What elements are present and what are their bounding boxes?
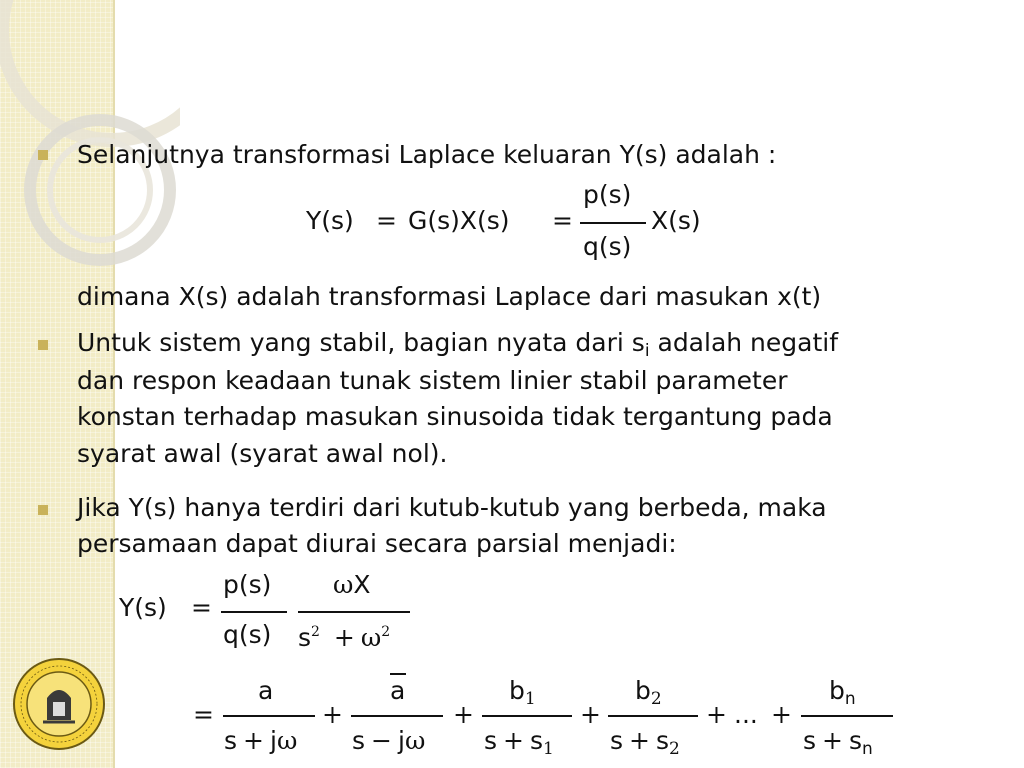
s-symbol: s bbox=[803, 726, 817, 755]
eq2-fraction-bar-1 bbox=[221, 611, 287, 613]
s-symbol: s bbox=[352, 726, 366, 755]
eq3-plus-3: + bbox=[580, 700, 601, 729]
bullet-marker bbox=[38, 340, 48, 350]
eq1-middle: G(s)X(s) bbox=[408, 206, 510, 235]
bullet2-line1-sub: i bbox=[644, 341, 650, 361]
bullet2-line4: syarat awal (syarat awal nol). bbox=[77, 439, 448, 468]
s-symbol: s bbox=[610, 726, 624, 755]
power-2: 2 bbox=[311, 624, 320, 640]
eq2-num1: p(s) bbox=[223, 570, 272, 599]
b-symbol: b bbox=[509, 676, 525, 705]
eq1-numerator: p(s) bbox=[583, 180, 632, 209]
eq3-equals: = bbox=[193, 700, 214, 729]
eq3-term5-den bbox=[803, 726, 873, 759]
eq3-fraction-bar-1 bbox=[223, 715, 315, 717]
subscript: 1 bbox=[524, 689, 536, 709]
j-symbol: j bbox=[269, 726, 277, 755]
omega-symbol: ω bbox=[333, 570, 354, 599]
eq2-den2 bbox=[298, 623, 390, 652]
s-symbol: s bbox=[848, 726, 863, 755]
eq3-fraction-bar-5 bbox=[801, 715, 893, 717]
omega-symbol: ω bbox=[404, 726, 426, 755]
eq3-plus-4: + bbox=[706, 700, 727, 729]
eq3-term2-den bbox=[352, 726, 425, 755]
bullet-marker bbox=[38, 505, 48, 515]
eq1-equals-2: = bbox=[552, 206, 573, 235]
bullet1-note: dimana X(s) adalah transformasi Laplace dari masukan x(t) bbox=[77, 282, 822, 311]
b-symbol: b bbox=[635, 676, 651, 705]
eq3-term4-num bbox=[635, 676, 662, 709]
bullet2-line2: dan respon keadaan tunak sistem linier stabil parameter bbox=[77, 366, 788, 395]
bullet2-line3: konstan terhadap masukan sinusoida tidak tergantung pada bbox=[77, 402, 833, 431]
bullet2-line1-pre: Untuk sistem yang stabil, bagian nyata dari s bbox=[77, 328, 645, 357]
omega-symbol: ω bbox=[276, 726, 298, 755]
eq2-lhs: Y(s) bbox=[119, 593, 167, 622]
s-symbol: s bbox=[298, 623, 312, 652]
eq1-lhs: Y(s) bbox=[306, 206, 354, 235]
eq3-fraction-bar-4 bbox=[608, 715, 698, 717]
eq1-denominator: q(s) bbox=[583, 232, 632, 261]
subscript: 2 bbox=[669, 739, 680, 759]
s-symbol: s bbox=[529, 726, 544, 755]
eq1-rhs: X(s) bbox=[651, 206, 701, 235]
bullet3-line1: Jika Y(s) hanya terdiri dari kutub-kutub yang berbeda, maka bbox=[77, 493, 827, 522]
eq3-term4-den bbox=[610, 726, 680, 759]
minus-symbol: − bbox=[371, 726, 392, 755]
bullet-marker bbox=[38, 150, 48, 160]
university-seal-logo-icon bbox=[13, 658, 105, 750]
subscript: 1 bbox=[543, 739, 554, 759]
eq3-term1-den bbox=[224, 726, 297, 755]
eq3-term3-num bbox=[509, 676, 536, 709]
plus-symbol: + bbox=[333, 623, 355, 652]
eq2-fraction-bar-2 bbox=[298, 611, 410, 613]
b-symbol: b bbox=[829, 676, 845, 705]
eq2-num2 bbox=[333, 570, 371, 599]
subscript: n bbox=[862, 739, 873, 759]
eq2-den1: q(s) bbox=[223, 620, 272, 649]
s-symbol: s bbox=[224, 726, 238, 755]
eq1-equals: = bbox=[376, 206, 397, 235]
eq3-term3-den bbox=[484, 726, 554, 759]
plus-symbol: + bbox=[503, 726, 524, 755]
s-symbol: s bbox=[484, 726, 498, 755]
eq3-plus-2: + bbox=[453, 700, 474, 729]
plus-symbol: + bbox=[822, 726, 843, 755]
eq1-fraction-bar bbox=[580, 222, 646, 224]
subscript: 2 bbox=[650, 689, 662, 709]
eq3-term2-num: a bbox=[390, 676, 406, 705]
plus-symbol: + bbox=[243, 726, 264, 755]
eq3-plus-5: + bbox=[771, 700, 792, 729]
bullet3-line2: persamaan dapat diurai secara parsial menjadi: bbox=[77, 529, 677, 558]
j-symbol: j bbox=[397, 726, 405, 755]
bullet1-text: Selanjutnya transformasi Laplace keluaran Y(s) adalah : bbox=[77, 140, 777, 169]
eq2-equals: = bbox=[191, 593, 212, 622]
eq3-fraction-bar-3 bbox=[482, 715, 572, 717]
plus-symbol: + bbox=[629, 726, 650, 755]
subscript: n bbox=[844, 689, 856, 709]
s-symbol: s bbox=[655, 726, 670, 755]
eq3-fraction-bar-2 bbox=[351, 715, 443, 717]
eq3-term2-conjugate-bar bbox=[390, 673, 406, 675]
eq3-ellipsis: ... bbox=[734, 700, 758, 729]
omega-symbol: ω bbox=[360, 623, 382, 652]
power-2: 2 bbox=[381, 624, 391, 640]
eq3-term5-num bbox=[829, 676, 856, 709]
eq3-plus-1: + bbox=[322, 700, 343, 729]
x-symbol: X bbox=[353, 570, 371, 599]
bullet2-line1-post: adalah negatif bbox=[649, 328, 839, 357]
eq3-term1-num: a bbox=[258, 676, 274, 705]
